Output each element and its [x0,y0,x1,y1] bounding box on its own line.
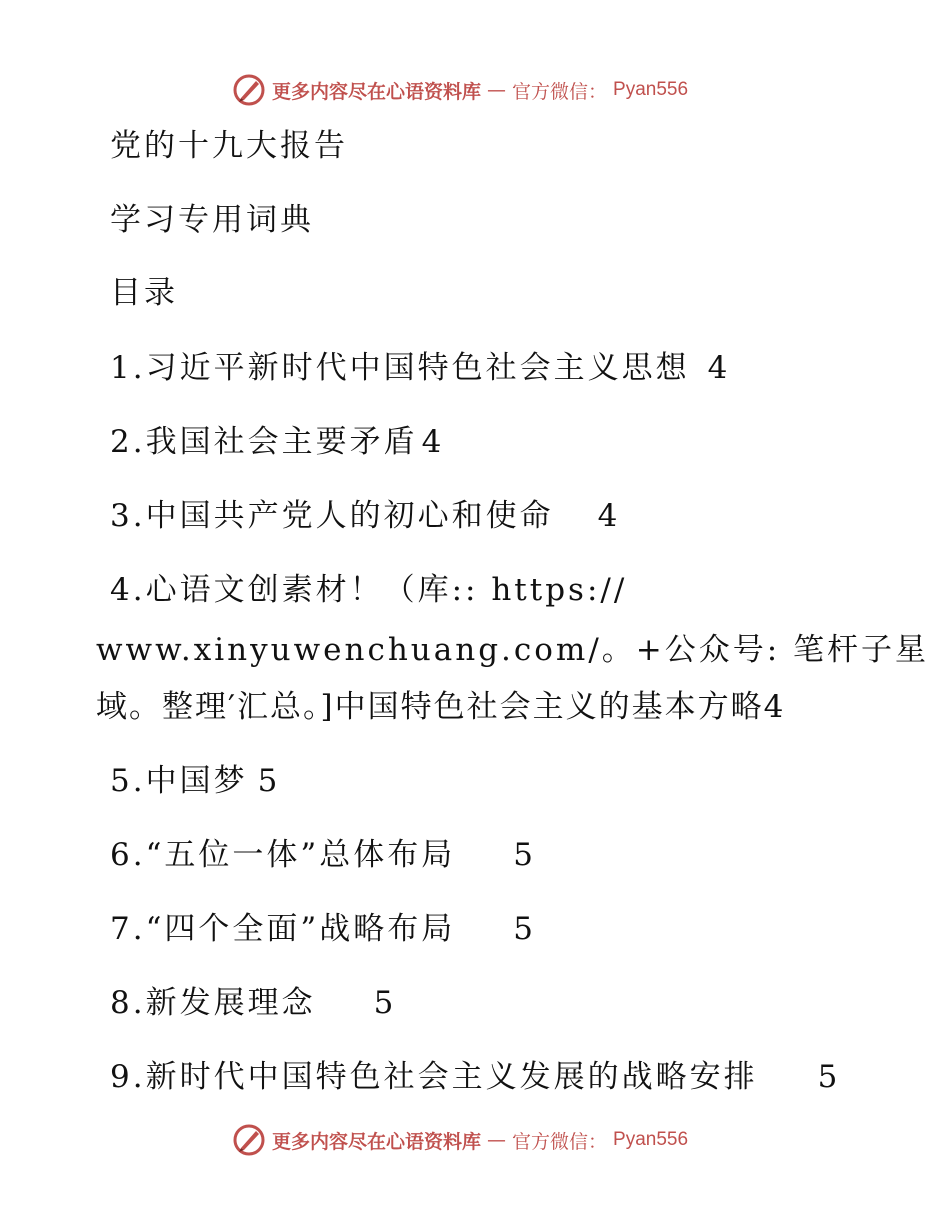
toc-page-number: 4 [421,424,445,460]
toc-text-line-3: 域。整理′汇总。]中国特色社会主义的基本方略 [96,689,764,725]
toc-item-1 [110,350,730,386]
toc-page-number: 5 [373,985,397,1021]
toc-heading: 目录 [110,275,178,311]
toc-text: 新发展理念 [145,985,316,1021]
watermark-dash: — [487,1129,507,1151]
header-watermark [232,72,688,108]
watermark-sub-text: 官方微信： [512,80,608,103]
toc-item-2 [110,424,444,460]
toc-number: 1. [110,350,146,386]
toc-text: 习近平新时代中国特色社会主义思想 [145,350,690,386]
document-title: 党的十九大报告 [110,128,348,164]
toc-text-line-1: 心语文创素材！（库:: https:// [145,572,628,608]
footer-watermark [232,1122,688,1158]
watermark-sub-text: 官方微信： [512,1130,608,1153]
toc-item-4-final-line [96,689,785,725]
toc-item-7 [110,911,536,947]
watermark-dash: — [487,79,507,101]
toc-page-number: 5 [817,1059,841,1095]
toc-number: 2. [110,424,146,460]
toc-item-3 [110,498,620,534]
toc-item-4 [110,572,627,608]
toc-item-6 [110,837,536,873]
toc-text: “四个全面”战略布局 [145,911,456,947]
quill-pen-icon [232,73,266,107]
toc-number: 5. [110,763,146,799]
toc-page-number: 4 [597,498,621,534]
toc-number: 6. [110,837,146,873]
toc-page-number: 4 [763,689,786,725]
toc-number: 8. [110,985,146,1021]
toc-page-number: 4 [707,350,731,386]
watermark-wechat-id: Pyan556 [613,1129,689,1150]
toc-page-number: 5 [513,911,537,947]
toc-item-9 [110,1059,840,1095]
toc-number: 9. [110,1059,146,1095]
watermark-main-text: 更多内容尽在心语资料库 [272,1130,482,1153]
toc-page-number: 5 [257,763,281,799]
toc-text: 中国梦 [145,763,248,799]
toc-text: 中国共产党人的初心和使命 [145,498,554,534]
toc-number: 3. [110,498,146,534]
toc-number: 7. [110,911,146,947]
watermark-wechat-id: Pyan556 [613,79,689,100]
quill-pen-icon [232,1123,266,1157]
toc-text: 我国社会主要矛盾 [145,424,418,460]
toc-item-8 [110,985,396,1021]
toc-text: 新时代中国特色社会主义发展的战略安排 [145,1059,758,1095]
toc-item-4-continuation: www.xinyuwenchuang.com/。+公众号: 笔杆子星 [96,632,930,668]
document-subtitle: 学习专用词典 [110,202,314,238]
toc-page-number: 5 [513,837,537,873]
toc-text: “五位一体”总体布局 [145,837,456,873]
toc-number: 4. [110,572,146,608]
toc-item-5 [110,763,280,799]
watermark-main-text: 更多内容尽在心语资料库 [272,80,482,103]
